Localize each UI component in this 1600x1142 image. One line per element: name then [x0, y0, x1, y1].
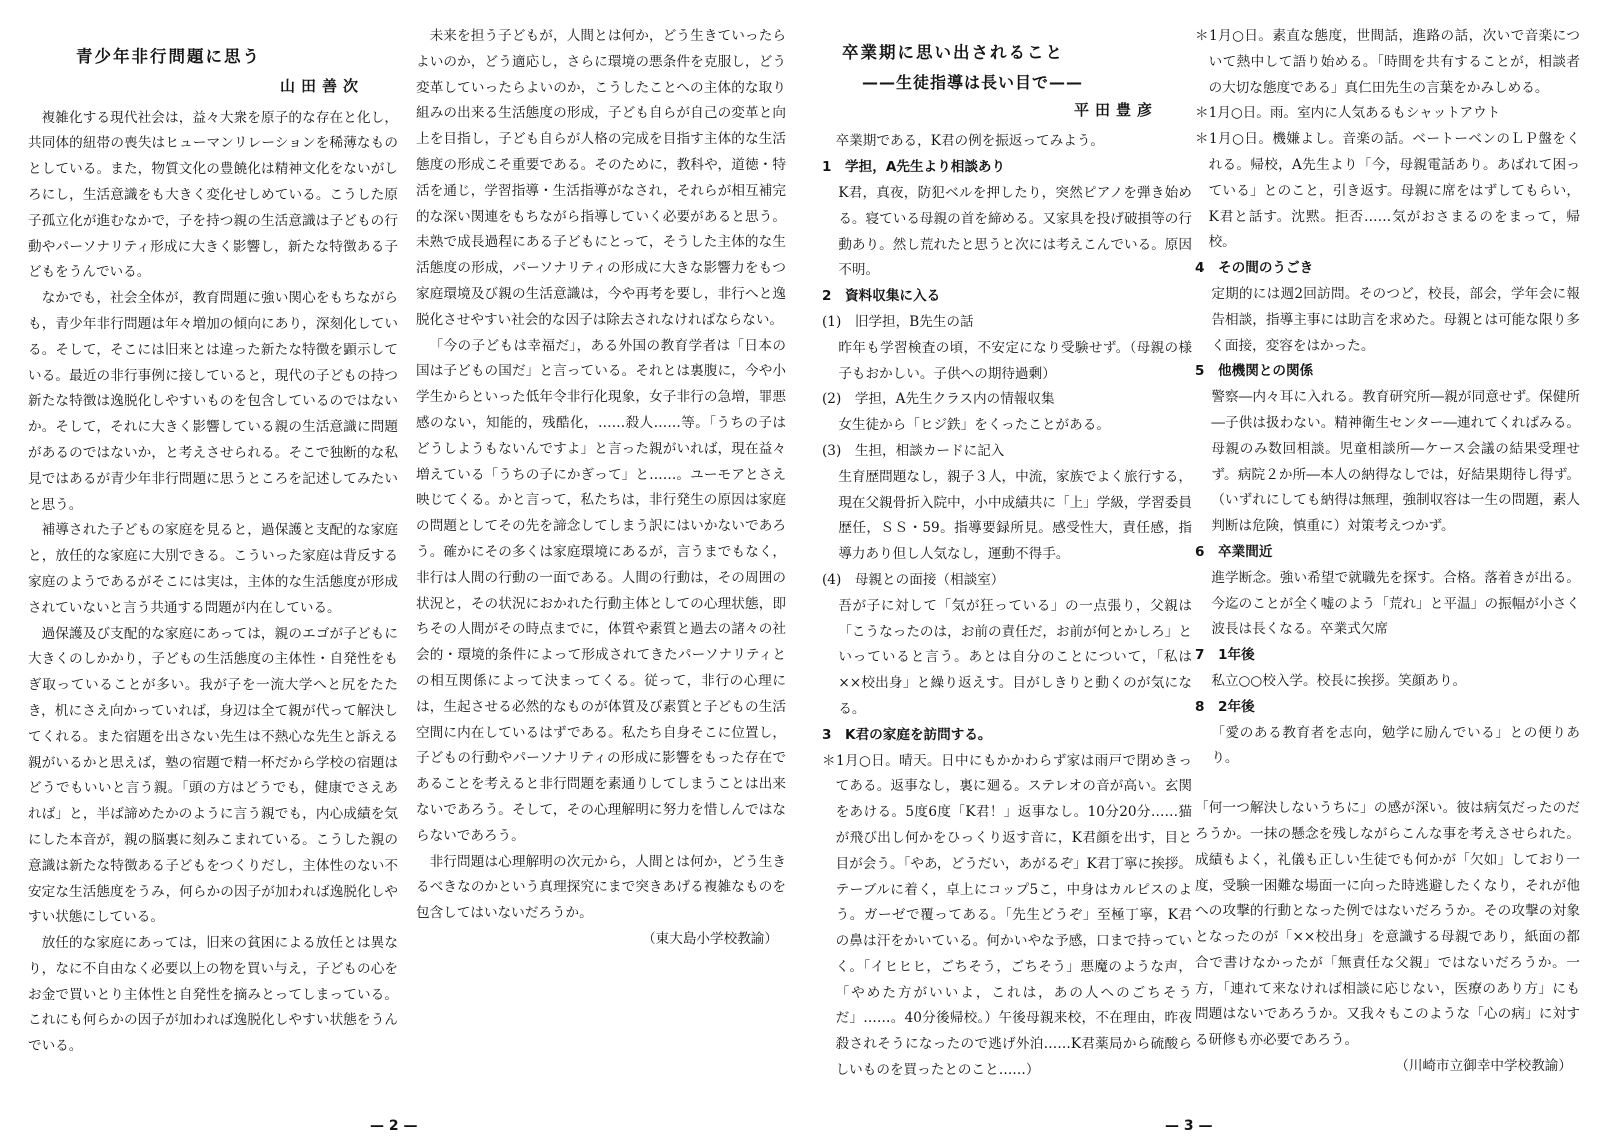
section-heading: 7 1年後 [1195, 647, 1255, 664]
article-author: 山田善次 [279, 76, 364, 95]
section-body: K君，真夜，防犯ベルを押したり，突然ピアノを弾き始める。寝ている母親の首を締める。又家具を投げ破損等の行動あり。然し荒れたと思うと次には考えこんでいる。原因不明。 [838, 184, 1192, 279]
section-body: 「愛のある教育者を志向，勉学に励んでいる」との便りあり。 [1211, 724, 1580, 767]
section-body: 定期的には週2回訪問。そのつど，校長，部会，学年会に報告相談，指導主事には助言を求めた。母親とは可能な限り多く面接，変容をはかった。 [1211, 285, 1580, 354]
paragraph: 複雑化する現代社会は，益々大衆を原子的な存在と化し，共同体的紐帯の喪失はヒューマンリレーションを稀薄なものとしている。また，物質文化の豊饒化は精神文化をないがしろにし，生活意識をも大きく変化せしめている。こうした原子孤立化が進むなかで，子を持つ親の生活意識は子どもの行動やパーソナリティ形成に大きく影響し，新たな特徴ある子どもをうんでいる。 [28, 109, 398, 281]
section-heading: 2 資料収集に入る [822, 288, 941, 305]
paragraph: 補導された子どもの家庭を見ると，過保護と支配的な家庭と，放任的な家庭に大別できる。こういった家庭は背反する家庭のようであるがそこには実は，主体的な生活態度が形成されていないと言う共通する問題が内在している。 [28, 522, 398, 616]
left-page-column-2 [416, 24, 786, 1124]
right-page-column-2 [1195, 24, 1580, 1124]
paragraph: 未来を担う子どもが，人間とは何か，どう生きていったらよいのか，どう適応し，さらに環境の悪条件を克服し，どう変革していったらよいのか，こうしたことへの主体的な取り組みの出来る生活態度の形成，子ども自らが自己の変革と向上を目指し，子ども自らが人格の完成を目指す主体的な生活態度の形成こそ重要である。そのために，教科や，道徳・特活を通じ，学習指導・生活指導がなされ，それらが相互補完的な深い関連をもちながら指導していく必要があると思う。未熟で成長過程にある子どもにとって，そうした主体的な生活態度の形成，パーソナリティの形成に大きな影響力をもつ家庭環境及び親の生活意識は，今や再考を要し，非行へと逸脱化させやすい社会的な因子は除去されなければならない。 [416, 28, 786, 328]
article-title: 青少年非行問題に思う [76, 47, 261, 66]
author-affiliation: （川崎市立御幸中学校教諭） [1395, 1058, 1572, 1075]
section-heading: 1 学担，A先生より相談あり [822, 159, 1006, 176]
right-page [800, 0, 1600, 1142]
section-body: 警察―内々耳に入れる。教育研究所―親が同意せず。保健所―子供は扱わない。精神衛生センター―連れてくればみる。母親のみ数回相談。児童相談所―ケース会議の結果受理せず。病院２か所―本人の納得なしでは，好結果期待し得ず。（いずれにしても納得は無理，強制収容は一生の問題，素人判断は危険，慎重に）対策考えつかず。 [1211, 389, 1580, 535]
section-heading: 6 卒業間近 [1195, 543, 1273, 560]
article-subtitle: ——生徒指導は長い目で—— [862, 72, 1084, 92]
author-affiliation: （東大島小学校教諭） [642, 930, 778, 947]
visit-entry: ＊1月○日。晴天。日中にもかかわらず家は雨戸で閉めきってある。返事なし，裏に廻る。ステレオの音が高い。玄関をあける。5度6度「K君！」返事なし。10分20分……猫が飛び出し何かをひっくり返す音に，K君顔を出す，目と目が会う。「やあ，どうだい，あがるぞ」K君丁寧に挨拶。テーブルに着く，卓上にコップ5こ，中身はカルピスのよう。ガーゼで覆ってある。「先生どうぞ」至極丁寧，K君の鼻は汗をかいている。何かいやな予感，口まで持っていく。「イヒヒヒ，ごちそう，ごちそう」悪魔のような声，「やめた方がいいよ，これは，あの人へのごちそうだ」……。40分後帰校。）午後母親来校，不在理由，昨夜殺されそうになったので逃げ外泊……K君薬局から硫酸らしいものを買ったとのこと……） [822, 752, 1192, 1079]
article-author: 平田豊彦 [1073, 100, 1158, 119]
spacer [1195, 772, 1580, 796]
visit-entry: ＊1月○日。機嫌よし。音楽の話。ベートーベンのＬＰ盤をくれる。帰校，A先生より「今，母親電話あり。あばれて困っている」とのこと，引き返す。母親に席をはずしてもらい，K君と話す。沈黙。拒否……気がおさまるのをまって，帰校。 [1195, 131, 1580, 251]
section-heading: 5 他機関との関係 [1195, 363, 1314, 380]
sub-item-body: 吾が子に対して「気が狂っている」の一点張り，父親は「こうなったのは，お前の責任だ，お前が何とかしろ」といっていると言う。あとは自分のことについて，「私は××校出身」と繰り返えす。目がしきりと動くのが気になる。 [838, 597, 1192, 717]
paragraph: 「今の子どもは幸福だ」，ある外国の教育学者は「日本の国は子どもの国だ」と言っている。それとは裏腹に，今や小学生からといった低年令非行化現象，女子非行の急増，罪悪感のない，知能的，残酷化，……殺人……等。「うちの子はどうしようもないんですよ」と言った親がいれば，現在益々増えている「うちの子にかぎって」と……。ユーモアとさえ映じてくる。かと言って，私たちは，非行発生の原因は家庭の問題としてその先を諦念してしまう訳にはいかないであろう。確かにその多くは家庭環境にあるが，言うまでもなく，非行は人間の行動の一面である。人間の行動は，その周囲の状況と，その状況におかれた行動主体としての心理状態，即ちその人間がその時点までに，体質や素質と過去の諸々の社会的・環境的条件によって形成されてきたパーソナリティとの相互関係によって決まってくる。従って，非行の心理には，生起させる必然的なものが体質及び素質と子どもの生活空間に内在しているはずである。私たち自身そこに位置し，子どもの行動やパーソナリティの形成に影響をもった存在であることを考えると非行問題を素通りしてしまうことは出来ないであろう。そして，その心理解明に努力を惜しんではならないであろう。 [416, 337, 786, 844]
intro-text: 卒業期である，K君の例を振返ってみよう。 [835, 133, 1105, 150]
visit-entry: ＊1月○日。雨。室内に人気あるもシャットアウト [1195, 105, 1501, 122]
paragraph: 非行問題は心理解明の次元から，人間とは何か，どう生きるべきなのかという真理探究にまで突きあげる複雑なものを包含してはいないだろうか。 [416, 853, 786, 922]
article-title: 卒業期に思い出されること [842, 43, 1064, 62]
visit-entry: ＊1月○日。素直な態度，世間話，進路の話，次いで音楽について熱中して語り始める。「時間を共有することが，相談者の大切な態度である」真仁田先生の言葉をかみしめる。 [1195, 28, 1580, 96]
section-heading: 4 その間のうごき [1195, 260, 1314, 277]
sub-item-label: (4) 母親との面接（相談室） [822, 571, 1005, 588]
section-body: 進学断念。強い希望で就職先を探す。合格。落着きが出る。今迄のことが全く嘘のよう「荒れ」と平温」の振幅が小さく波長は長くなる。卒業式欠席 [1211, 569, 1580, 638]
sub-item-body: 生育歴問題なし，親子３人，中流，家族でよく旅行する，現在父親骨折入院中，小中成績共に「上」学級，学習委員歴任，ＳＳ・59。指導要録所見。感受性大，責任感，指導力あり但し人気なし，運動不得手。 [838, 468, 1192, 563]
sub-item-label: (3) 生担，相談カードに記入 [822, 442, 1005, 459]
sub-item-body: 女生徒から「ヒジ鉄」をくったことがある。 [838, 417, 1110, 434]
left-page-column-1 [28, 38, 398, 1138]
sub-item-body: 昨年も学習検査の頃，不安定になり受験せず。（母親の様子もおかしい。子供への期待過剰） [838, 339, 1192, 382]
section-body: 私立○○校入学。校長に挨拶。笑顔あり。 [1211, 672, 1467, 689]
page-number: — 3 — [1165, 1118, 1213, 1134]
paragraph: なかでも，社会全体が，教育問題に強い関心をもちながらも，青少年非行問題は年々増加の傾向にあり，深刻化している。そして，そこには旧来とは違った新たな特徴を顕示している。最近の非行事例に接していると，現代の子どもの持つ新たな特徴は逸脱化しやすいものを包含しているのではないか。そして，それに大きく影響している親の生活意識に問題があるのではないか，と考えさせられる。そこで独断的な私見ではあるが青少年非行問題に思うところを記述してみたいと思う。 [28, 290, 398, 513]
sub-item-label: (1) 旧学担，B先生の話 [822, 313, 974, 330]
sub-item-label: (2) 学担，A先生クラス内の情報収集 [822, 391, 1055, 408]
page-number: — 2 — [370, 1118, 418, 1134]
closing-paragraph: 「何一つ解決しないうちに」の感が深い。彼は病気だったのだろうか。一抹の懸念を残しながらこんな事を考えさせられた。成績もよく，礼儀も正しい生徒でも何かが「欠如」しており一度，受験一困難な場面一に向った時逃避したくなり，それが他への攻撃的行動となった例ではないだろうか。その攻撃の対象となったのが「××校出身」を意識する母親であり，紙面の都合で書けなかったが「無責任な父親」ではないだろうか。一方，「連れて来なければ相談に応じない，医療のあり方」にも問題はないであろうか。又我々もこのような「心の病」に対する研修も亦必要であろう。 [1195, 800, 1580, 1049]
paragraph: 放任的な家庭にあっては，旧来の貧困による放任とは異なり，なに不自由なく必要以上の物を買い与え，子どもの心をお金で買いとり主体性と自発性を摘みとってしまっている。これにも何らかの因子が加われば逸脱化しやすい状態をうんでいる。 [28, 935, 398, 1055]
section-heading: 3 K君の家庭を訪問する。 [822, 726, 992, 743]
paragraph: 過保護及び支配的な家庭にあっては，親のエゴが子どもに大きくのしかかり，子どもの生活態度の主体性・自発性をもぎ取っていることが多い。我が子を一流大学へと尻をたたき，机にさえ向かっていれば，身辺は全て親が代って解決してくれる。また宿題を出さない先生は不熱心な先生と訴える親がいるかと思えば，塾の宿題で精一杯だから学校の宿題はどうでもいいと言う親。「頭の方はどうでも，健康でさえあれば」と，半ば諦めたかのように言う親でも，内心成績を気にした本音が，親の脳裏に刻みこまれている。こうした親の意識は新たな特徴ある子どもをつくりだし，主体性のない不安定な生活態度をうみ，何らかの因子が加われば逸脱化しやすい状態にしている。 [28, 625, 398, 926]
right-page-column-1 [822, 34, 1192, 1134]
section-heading: 8 2年後 [1195, 698, 1255, 715]
